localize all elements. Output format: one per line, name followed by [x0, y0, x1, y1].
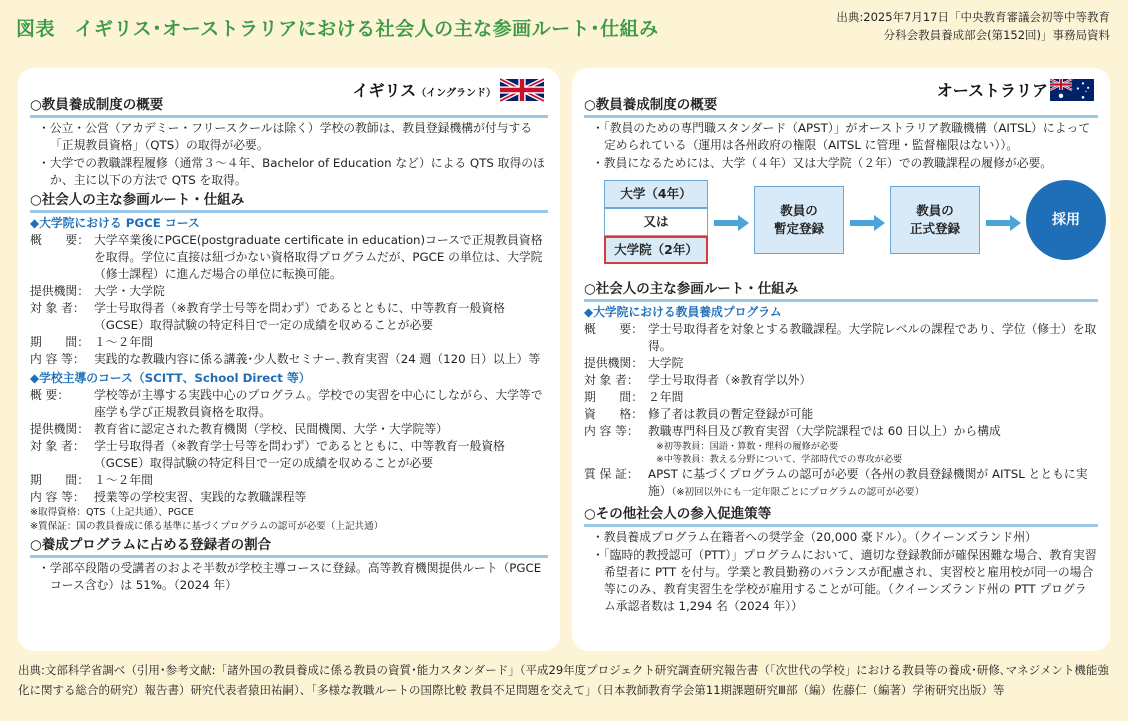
source-bottom: 出典:文部科学省調べ（引用･参考文献:「諸外国の教員養成に係る教員の資質･能力スタンダード」（平成29年度プロジェクト研究調査研究報告書（「次世代の学校」における教員等の養成･研修､マネジメント機能強化に関する総合的研究）報告書）研究代表者猿田祐嗣）、「多様な教職ルートの国際比較 教員不足問題を交えて」（日本教師教育学会第11期課題研究Ⅲ部（編）佐藤仁（編著）学術研究出版）等 — [18, 663, 1109, 697]
flow-arrow-icon — [714, 214, 750, 232]
detail-label: 資 格： — [584, 407, 643, 421]
uk-country-title: イギリス（イングランド） — [352, 81, 496, 100]
detail-value: 教職専門科目及び教育実習（大学院課程では 60 日以上）から構成 — [648, 424, 1001, 438]
detail-row — [30, 334, 548, 351]
detail-value: １～２年間 — [94, 335, 153, 349]
detail-row — [30, 421, 548, 438]
uk-overview-bullet: ・公立・公営（アカデミー・フリースクールは除く）学校の教師は、教員登録機構が付与する「正規教員資格」（QTS）の取得が必要。 — [38, 121, 533, 152]
uk-overview-bullet: ・大学での教職課程履修（通常３～４年、Bachelor of Education など）による QTS 取得のほか、主に以下の方法で QTS を取得。 — [38, 156, 545, 187]
uk-note: ※質保証：国の教員養成に係る基準に基づくプログラムの認可が必要（上記共通） — [30, 521, 384, 532]
detail-label: 内 容 等： — [584, 424, 639, 438]
detail-label: 提供機関： — [30, 284, 89, 298]
detail-row — [584, 423, 1098, 440]
flow-arrow-icon — [850, 214, 886, 232]
detail-value: 実践的な教職内容に係る講義･少人数セミナー､教育実習（24 週（120 日）以上）等 — [94, 352, 541, 366]
detail-row — [584, 406, 1098, 423]
detail-row — [30, 489, 548, 506]
detail-row — [584, 321, 1098, 355]
au-section-other-heading: ○その他社会人の参入促進策等 — [584, 505, 1098, 527]
au-row-quality: 質 保 証： APST に基づくプログラムの認可が必要（各州の教員登録機関が AITSL とともに実施）（※初回以外にも一定年限ごとにプログラムの認可が必要） — [584, 467, 1088, 498]
detail-label: 概 要： — [30, 388, 70, 402]
detail-value: 大学・大学院 — [94, 284, 165, 298]
au-other-bullet: ・「臨時的教授認可（PTT）」プログラムにおいて、適切な登録教師が確保困難な場合、教育実習希望者に PTT を付与。学業と教員勤務のバランスが配慮され、実習校と雇用校が同一の場合等にのみ、教育実習生を学校が雇用することが可能。（クイーンズランド州の PTT プログラム承認者数は 1,294 名（2024 年）） — [592, 548, 1097, 613]
au-other-bullet: ・教員養成プログラム在籍者への奨学金（20,000 豪ドル）。（クイーンズランド州） — [592, 530, 1037, 544]
detail-value: 学士号取得者（※教育学士号等を問わず）であるとともに、中等教育一般資格（GCSE）取得試験の特定科目で一定の成績を収めることが必要 — [94, 439, 505, 470]
detail-label: 概 要： — [30, 233, 89, 247]
detail-row — [584, 389, 1098, 406]
detail-value: 大学院 — [648, 356, 684, 370]
page-title: 図表 イギリス･オーストラリアにおける社会人の主な参画ルート･仕組み — [16, 18, 659, 40]
detail-row — [30, 283, 548, 300]
uk-panel — [18, 68, 560, 651]
detail-label: 提供機関： — [30, 422, 89, 436]
au-note: ※中等教員：教える分野について、学部時代での専攻が必要 — [656, 454, 903, 465]
au-section-routes-heading: ○社会人の主な参画ルート・仕組み — [584, 280, 1098, 302]
uk-section-ratio-heading: ○養成プログラムに占める登録者の割合 — [30, 536, 548, 558]
au-route-flow — [584, 176, 1098, 272]
au-note: ※初等教員：国語・算数・理科の履修が必要 — [656, 441, 839, 452]
uk-subheading-school-led: ◆学校主導のコース（SCITT、School Direct 等） — [30, 371, 311, 385]
detail-value: 学校等が主導する実践中心のプログラム。学校での実習を中心にしながら、大学等で座学も学び正規教員資格を取得。 — [94, 388, 543, 419]
au-overview-bullet: ・「教員のための専門職スタンダード（APST）」がオーストラリア教職機構（AITSL）によって定められている（運用は各州政府の権限（AITSL に管理・監督権限はない））。 — [592, 121, 1091, 152]
detail-value: 教育省に認定された教育機関（学校、民間機関、大学・大学院等） — [94, 422, 448, 436]
flow-graduate-school-box: 大学院（2年） — [604, 236, 708, 264]
flow-full-registration-box: 教員の 正式登録 — [890, 186, 980, 254]
au-section-overview-heading: ○教員養成制度の概要 — [584, 96, 1098, 118]
detail-label: 期 間： — [30, 335, 89, 349]
detail-value: １～２年間 — [94, 473, 153, 487]
detail-value: 学士号取得者（※教育学士号等を問わず）であるとともに、中等教育一般資格（GCSE）取得試験の特定科目で一定の成績を収めることが必要 — [94, 301, 505, 332]
detail-value: 大学卒業後にPGCE(postgraduate certificate in education)コースで正規教員資格を取得。学位に直接は紐づかない資格取得プログラムだが、PGCE の単位は、大学院（修士課程）に進んだ場合の単位に転換可能。 — [94, 233, 543, 281]
uk-note: ※取得資格：QTS（上記共通）、PGCE — [30, 507, 194, 518]
detail-label: 期 間： — [584, 390, 643, 404]
source-top: 出典:2025年7月17日「中央教育審議会初等中等教育 分科会教員養成部会(第152回)」事務局資料 — [836, 10, 1110, 42]
au-overview-bullet: ・教員になるためには、大学（４年）又は大学院（２年）での教職課程の履修が必要。 — [592, 156, 1053, 170]
detail-value: 学士号取得者を対象とする教職課程。大学院レベルの課程であり、学位（修士）を取得。 — [648, 322, 1097, 353]
detail-row — [30, 351, 548, 368]
flow-provisional-registration-box: 教員の 暫定登録 — [754, 186, 844, 254]
au-panel — [572, 68, 1110, 651]
detail-label: 概 要： — [584, 322, 643, 336]
flow-or-box: 又は — [604, 208, 708, 236]
detail-row — [30, 438, 548, 472]
detail-row — [30, 300, 548, 334]
detail-label: 内 容 等： — [30, 352, 85, 366]
detail-value: 修了者は教員の暫定登録が可能 — [648, 407, 814, 421]
au-subheading-graduate: ◆大学院における教員養成プログラム — [584, 305, 782, 319]
detail-label: 対 象 者： — [30, 301, 85, 315]
detail-label: 対 象 者： — [584, 373, 639, 387]
detail-row — [584, 372, 1098, 389]
detail-label: 期 間： — [30, 473, 89, 487]
detail-label: 対 象 者： — [30, 439, 85, 453]
detail-row — [584, 355, 1098, 372]
detail-value: 学士号取得者（※教育学以外） — [648, 373, 812, 387]
uk-ratio-bullet: ・学部卒段階の受講者のおよそ半数が学校主導コースに登録。高等教育機関提供ルート（PGCE コース含む）は 51%。（2024 年） — [38, 561, 542, 592]
detail-label: 提供機関： — [584, 356, 643, 370]
detail-row — [30, 232, 548, 283]
detail-row — [30, 472, 548, 489]
detail-row — [30, 387, 548, 421]
au-country-title: オーストラリア — [936, 81, 1048, 100]
flow-university-box: 大学（4年） — [604, 180, 708, 208]
uk-section-routes-heading: ○社会人の主な参画ルート・仕組み — [30, 191, 548, 213]
flow-employment-circle: 採用 — [1026, 180, 1106, 260]
detail-label: 内 容 等： — [30, 490, 85, 504]
flow-arrow-icon — [986, 214, 1022, 232]
uk-subheading-pgce: ◆大学院における PGCE コース — [30, 216, 200, 230]
uk-section-overview-heading: ○教員養成制度の概要 — [30, 96, 548, 118]
detail-value: ２年間 — [648, 390, 684, 404]
detail-value: 授業等の学校実習、実践的な教職課程等 — [94, 490, 307, 504]
